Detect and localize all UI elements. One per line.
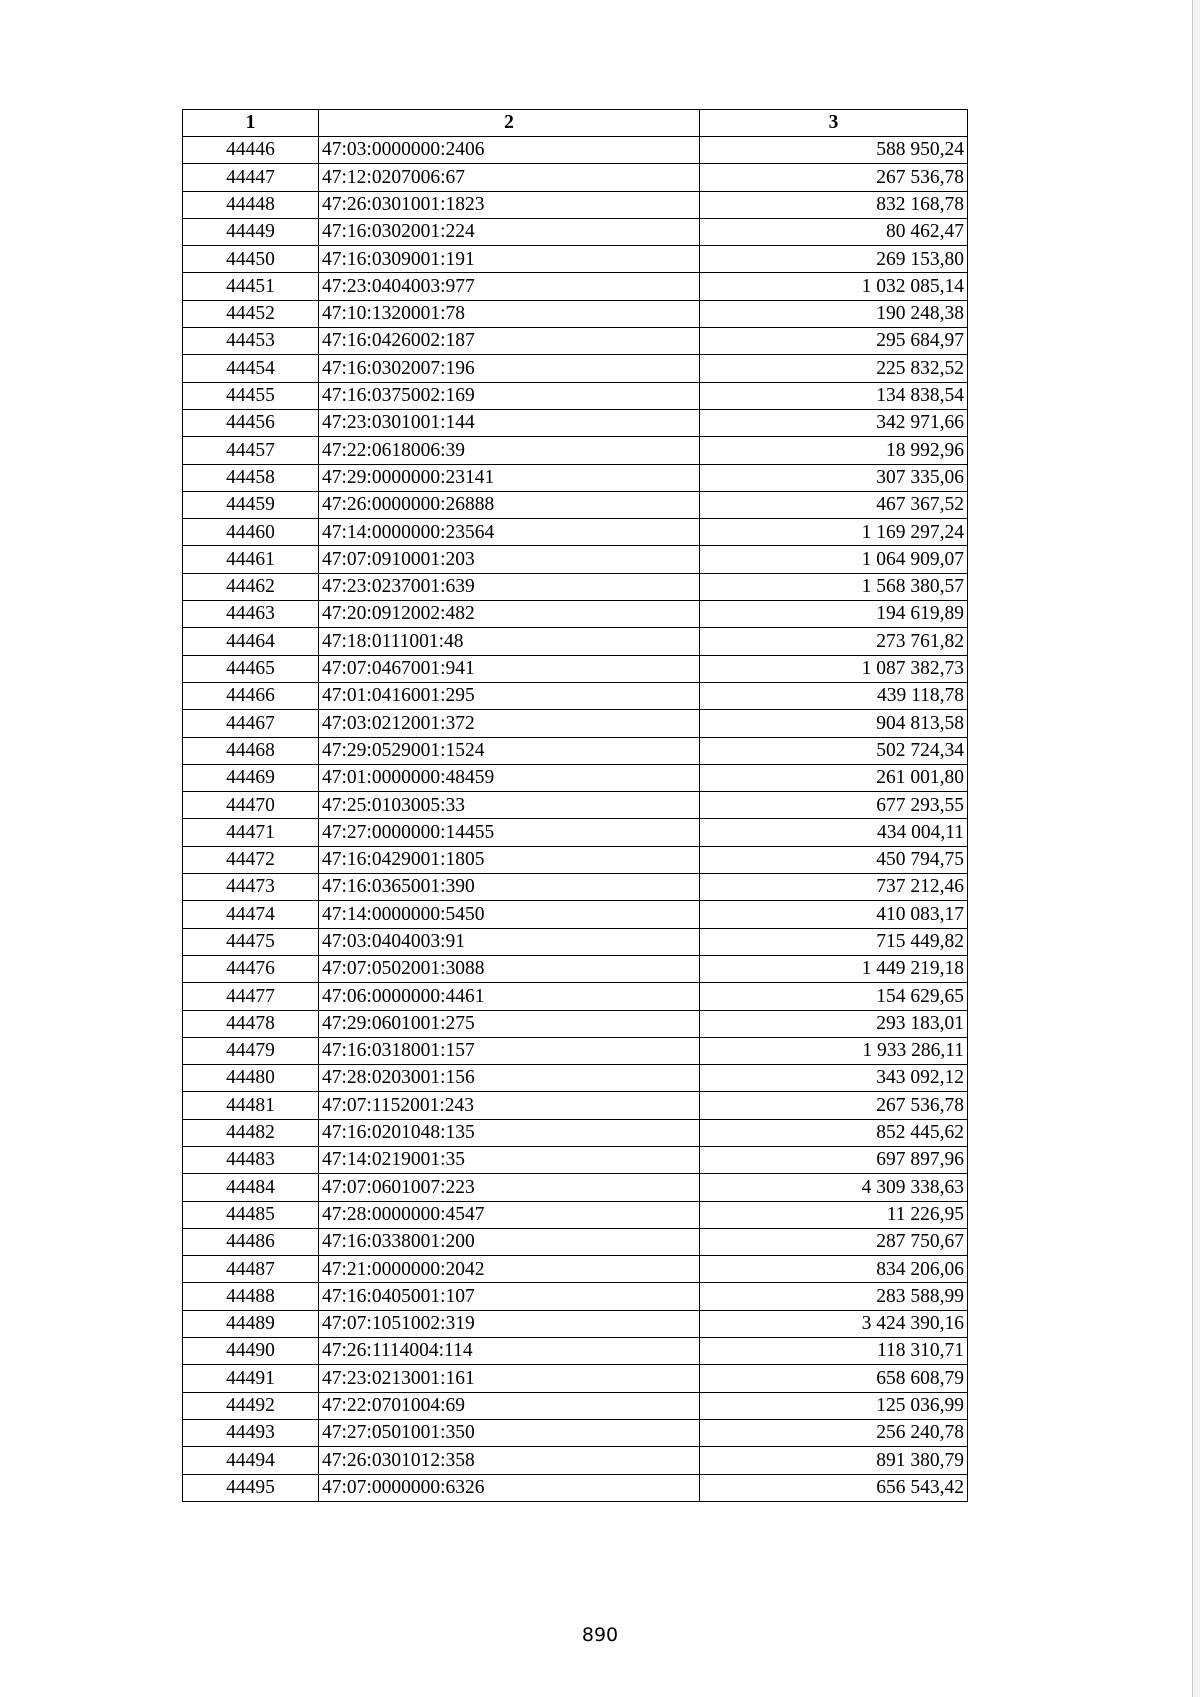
cadastral-number-cell: 47:16:0375002:169: [319, 382, 700, 409]
table-row: [183, 1037, 968, 1064]
cadastral-number-cell: 47:28:0000000:4547: [319, 1201, 700, 1228]
table-row: [183, 164, 968, 191]
row-number-cell: 44451: [183, 273, 319, 300]
cadastral-number-cell: 47:28:0203001:156: [319, 1065, 700, 1092]
table-row: [183, 764, 968, 791]
table-row: [183, 464, 968, 491]
table-row: [183, 246, 968, 273]
row-number-cell: 44450: [183, 246, 319, 273]
row-number-cell: 44459: [183, 491, 319, 518]
cadastral-number-cell: 47:06:0000000:4461: [319, 983, 700, 1010]
cadastral-number-cell: 47:23:0237001:639: [319, 573, 700, 600]
cadastral-number-cell: 47:07:0467001:941: [319, 655, 700, 682]
value-cell: 225 832,52: [700, 355, 968, 382]
value-cell: 134 838,54: [700, 382, 968, 409]
table-row: [183, 928, 968, 955]
value-cell: 269 153,80: [700, 246, 968, 273]
row-number-cell: 44482: [183, 1119, 319, 1146]
table-row: [183, 1174, 968, 1201]
row-number-cell: 44462: [183, 573, 319, 600]
table-row: [183, 983, 968, 1010]
page-number: 890: [581, 1624, 619, 1646]
table-row: [183, 628, 968, 655]
data-table: [182, 109, 968, 1502]
value-cell: 267 536,78: [700, 164, 968, 191]
table-row: [183, 1310, 968, 1337]
value-cell: 434 004,11: [700, 819, 968, 846]
row-number-cell: 44457: [183, 437, 319, 464]
table-row: [183, 137, 968, 164]
row-number-cell: 44478: [183, 1010, 319, 1037]
row-number-cell: 44495: [183, 1474, 319, 1501]
cadastral-number-cell: 47:14:0219001:35: [319, 1146, 700, 1173]
row-number-cell: 44460: [183, 519, 319, 546]
cadastral-number-cell: 47:16:0338001:200: [319, 1228, 700, 1255]
cadastral-number-cell: 47:23:0301001:144: [319, 409, 700, 436]
table-row: [183, 846, 968, 873]
row-number-cell: 44465: [183, 655, 319, 682]
row-number-cell: 44492: [183, 1392, 319, 1419]
cadastral-number-cell: 47:22:0618006:39: [319, 437, 700, 464]
cadastral-number-cell: 47:16:0318001:157: [319, 1037, 700, 1064]
table-row: [183, 655, 968, 682]
row-number-cell: 44487: [183, 1256, 319, 1283]
cadastral-number-cell: 47:03:0404003:91: [319, 928, 700, 955]
cadastral-number-cell: 47:26:0301001:1823: [319, 191, 700, 218]
row-number-cell: 44491: [183, 1365, 319, 1392]
row-number-cell: 44448: [183, 191, 319, 218]
row-number-cell: 44485: [183, 1201, 319, 1228]
value-cell: 1 568 380,57: [700, 573, 968, 600]
cadastral-number-cell: 47:16:0405001:107: [319, 1283, 700, 1310]
table-row: [183, 1474, 968, 1501]
table-row: [183, 382, 968, 409]
cadastral-number-cell: 47:29:0529001:1524: [319, 737, 700, 764]
value-cell: 1 449 219,18: [700, 955, 968, 982]
row-number-cell: 44481: [183, 1092, 319, 1119]
row-number-cell: 44494: [183, 1447, 319, 1474]
table-row: [183, 573, 968, 600]
row-number-cell: 44471: [183, 819, 319, 846]
value-cell: 295 684,97: [700, 328, 968, 355]
column-header-1: 1: [183, 110, 319, 137]
cadastral-number-cell: 47:14:0000000:23564: [319, 519, 700, 546]
page-right-edge: [1192, 0, 1200, 1697]
cadastral-number-cell: 47:03:0212001:372: [319, 710, 700, 737]
table-row: [183, 1010, 968, 1037]
value-cell: 852 445,62: [700, 1119, 968, 1146]
table-row: [183, 491, 968, 518]
table-row: [183, 874, 968, 901]
value-cell: 287 750,67: [700, 1228, 968, 1255]
value-cell: 293 183,01: [700, 1010, 968, 1037]
row-number-cell: 44464: [183, 628, 319, 655]
table-row: [183, 355, 968, 382]
value-cell: 697 897,96: [700, 1146, 968, 1173]
value-cell: 467 367,52: [700, 491, 968, 518]
cadastral-number-cell: 47:22:0701004:69: [319, 1392, 700, 1419]
table-body: [183, 137, 968, 1502]
cadastral-number-cell: 47:07:0910001:203: [319, 546, 700, 573]
value-cell: 450 794,75: [700, 846, 968, 873]
cadastral-number-cell: 47:16:0201048:135: [319, 1119, 700, 1146]
row-number-cell: 44489: [183, 1310, 319, 1337]
cadastral-number-cell: 47:01:0416001:295: [319, 682, 700, 709]
table-row: [183, 273, 968, 300]
table-row: [183, 901, 968, 928]
cadastral-number-cell: 47:20:0912002:482: [319, 601, 700, 628]
cadastral-number-cell: 47:18:0111001:48: [319, 628, 700, 655]
value-cell: 656 543,42: [700, 1474, 968, 1501]
row-number-cell: 44486: [183, 1228, 319, 1255]
value-cell: 891 380,79: [700, 1447, 968, 1474]
table-row: [183, 682, 968, 709]
row-number-cell: 44490: [183, 1338, 319, 1365]
row-number-cell: 44488: [183, 1283, 319, 1310]
cadastral-number-cell: 47:07:0502001:3088: [319, 955, 700, 982]
value-cell: 832 168,78: [700, 191, 968, 218]
table-row: [183, 1338, 968, 1365]
value-cell: 194 619,89: [700, 601, 968, 628]
value-cell: 154 629,65: [700, 983, 968, 1010]
value-cell: 283 588,99: [700, 1283, 968, 1310]
table-row: [183, 1365, 968, 1392]
row-number-cell: 44453: [183, 328, 319, 355]
cadastral-number-cell: 47:07:0000000:6326: [319, 1474, 700, 1501]
value-cell: 677 293,55: [700, 792, 968, 819]
row-number-cell: 44469: [183, 764, 319, 791]
table-row: [183, 819, 968, 846]
table-row: [183, 737, 968, 764]
cadastral-number-cell: 47:10:1320001:78: [319, 300, 700, 327]
row-number-cell: 44479: [183, 1037, 319, 1064]
row-number-cell: 44455: [183, 382, 319, 409]
row-number-cell: 44476: [183, 955, 319, 982]
cadastral-number-cell: 47:16:0309001:191: [319, 246, 700, 273]
cadastral-number-cell: 47:01:0000000:48459: [319, 764, 700, 791]
cadastral-number-cell: 47:21:0000000:2042: [319, 1256, 700, 1283]
value-cell: 267 536,78: [700, 1092, 968, 1119]
table-row: [183, 1065, 968, 1092]
row-number-cell: 44449: [183, 218, 319, 245]
cadastral-number-cell: 47:03:0000000:2406: [319, 137, 700, 164]
row-number-cell: 44452: [183, 300, 319, 327]
cadastral-number-cell: 47:16:0365001:390: [319, 874, 700, 901]
cadastral-number-cell: 47:16:0429001:1805: [319, 846, 700, 873]
cadastral-number-cell: 47:26:0301012:358: [319, 1447, 700, 1474]
value-cell: 588 950,24: [700, 137, 968, 164]
value-cell: 715 449,82: [700, 928, 968, 955]
value-cell: 502 724,34: [700, 737, 968, 764]
value-cell: 737 212,46: [700, 874, 968, 901]
row-number-cell: 44493: [183, 1419, 319, 1446]
table-row: [183, 191, 968, 218]
table-row: [183, 1256, 968, 1283]
row-number-cell: 44466: [183, 682, 319, 709]
row-number-cell: 44474: [183, 901, 319, 928]
row-number-cell: 44480: [183, 1065, 319, 1092]
value-cell: 3 424 390,16: [700, 1310, 968, 1337]
cadastral-number-cell: 47:26:0000000:26888: [319, 491, 700, 518]
row-number-cell: 44470: [183, 792, 319, 819]
cadastral-number-cell: 47:16:0426002:187: [319, 328, 700, 355]
value-cell: 307 335,06: [700, 464, 968, 491]
cadastral-number-cell: 47:29:0000000:23141: [319, 464, 700, 491]
row-number-cell: 44458: [183, 464, 319, 491]
value-cell: 118 310,71: [700, 1338, 968, 1365]
cadastral-number-cell: 47:16:0302001:224: [319, 218, 700, 245]
value-cell: 1 087 382,73: [700, 655, 968, 682]
value-cell: 343 092,12: [700, 1065, 968, 1092]
row-number-cell: 44446: [183, 137, 319, 164]
table-row: [183, 546, 968, 573]
table-row: [183, 437, 968, 464]
row-number-cell: 44483: [183, 1146, 319, 1173]
table-row: [183, 1419, 968, 1446]
row-number-cell: 44456: [183, 409, 319, 436]
cadastral-number-cell: 47:07:0601007:223: [319, 1174, 700, 1201]
row-number-cell: 44472: [183, 846, 319, 873]
column-header-3: 3: [700, 110, 968, 137]
value-cell: 256 240,78: [700, 1419, 968, 1446]
table-row: [183, 409, 968, 436]
row-number-cell: 44477: [183, 983, 319, 1010]
value-cell: 261 001,80: [700, 764, 968, 791]
row-number-cell: 44463: [183, 601, 319, 628]
cadastral-number-cell: 47:23:0213001:161: [319, 1365, 700, 1392]
table-row: [183, 601, 968, 628]
table-row: [183, 328, 968, 355]
cadastral-number-cell: 47:27:0000000:14455: [319, 819, 700, 846]
column-header-2: 2: [319, 110, 700, 137]
table-row: [183, 955, 968, 982]
value-cell: 4 309 338,63: [700, 1174, 968, 1201]
cadastral-number-cell: 47:14:0000000:5450: [319, 901, 700, 928]
table-row: [183, 300, 968, 327]
value-cell: 273 761,82: [700, 628, 968, 655]
value-cell: 125 036,99: [700, 1392, 968, 1419]
value-cell: 658 608,79: [700, 1365, 968, 1392]
table-row: [183, 519, 968, 546]
table-row: [183, 1392, 968, 1419]
table-row: [183, 1092, 968, 1119]
value-cell: 410 083,17: [700, 901, 968, 928]
cadastral-number-cell: 47:27:0501001:350: [319, 1419, 700, 1446]
value-cell: 904 813,58: [700, 710, 968, 737]
table-row: [183, 1447, 968, 1474]
value-cell: 11 226,95: [700, 1201, 968, 1228]
row-number-cell: 44447: [183, 164, 319, 191]
value-cell: 1 169 297,24: [700, 519, 968, 546]
row-number-cell: 44461: [183, 546, 319, 573]
table-row: [183, 1228, 968, 1255]
row-number-cell: 44484: [183, 1174, 319, 1201]
row-number-cell: 44467: [183, 710, 319, 737]
table-row: [183, 1119, 968, 1146]
row-number-cell: 44473: [183, 874, 319, 901]
table-row: [183, 1146, 968, 1173]
value-cell: 439 118,78: [700, 682, 968, 709]
value-cell: 342 971,66: [700, 409, 968, 436]
value-cell: 1 064 909,07: [700, 546, 968, 573]
cadastral-number-cell: 47:16:0302007:196: [319, 355, 700, 382]
cadastral-number-cell: 47:07:1152001:243: [319, 1092, 700, 1119]
value-cell: 834 206,06: [700, 1256, 968, 1283]
table-row: [183, 1201, 968, 1228]
table-row: [183, 792, 968, 819]
value-cell: 18 992,96: [700, 437, 968, 464]
cadastral-number-cell: 47:07:1051002:319: [319, 1310, 700, 1337]
value-cell: 190 248,38: [700, 300, 968, 327]
cadastral-number-cell: 47:29:0601001:275: [319, 1010, 700, 1037]
cadastral-number-cell: 47:12:0207006:67: [319, 164, 700, 191]
value-cell: 1 032 085,14: [700, 273, 968, 300]
value-cell: 80 462,47: [700, 218, 968, 245]
cadastral-number-cell: 47:25:0103005:33: [319, 792, 700, 819]
value-cell: 1 933 286,11: [700, 1037, 968, 1064]
cadastral-number-cell: 47:23:0404003:977: [319, 273, 700, 300]
table-row: [183, 1283, 968, 1310]
row-number-cell: 44454: [183, 355, 319, 382]
header-row: [183, 110, 968, 137]
row-number-cell: 44468: [183, 737, 319, 764]
row-number-cell: 44475: [183, 928, 319, 955]
cadastral-number-cell: 47:26:1114004:114: [319, 1338, 700, 1365]
table-row: [183, 710, 968, 737]
table-row: [183, 218, 968, 245]
